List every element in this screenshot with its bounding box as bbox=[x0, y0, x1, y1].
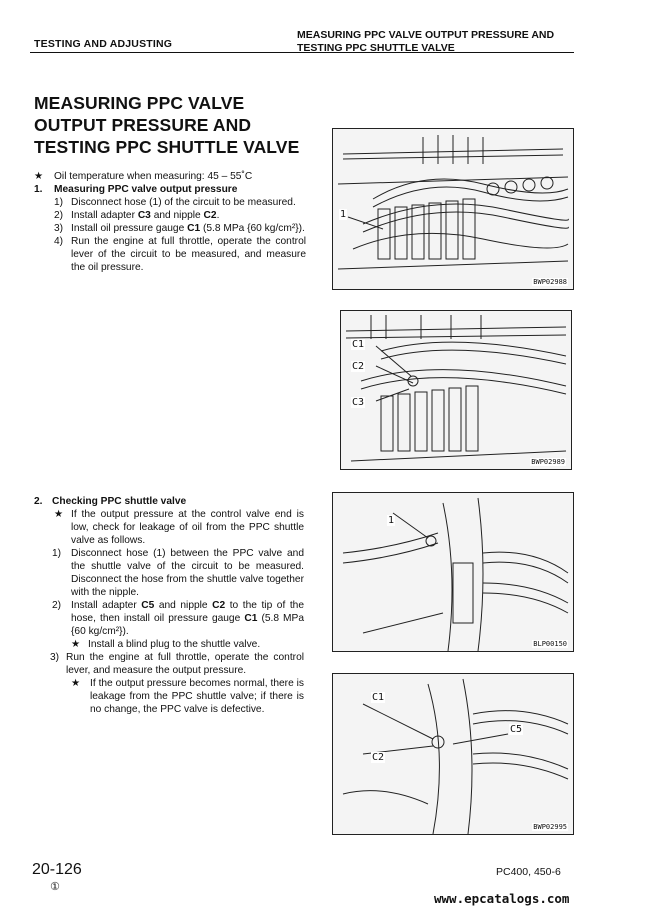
figure-1-id: BWP02988 bbox=[533, 278, 567, 286]
figure-4-callout-c1: C1 bbox=[372, 692, 385, 703]
figure-gauge-connection bbox=[340, 310, 572, 470]
star-marker: ★ bbox=[71, 639, 81, 650]
figure-ppc-valve-hose bbox=[332, 128, 574, 290]
temperature-note: ★ Oil temperature when measuring: 45 – 55˚C bbox=[34, 171, 253, 182]
figure-1-callout: 1 bbox=[340, 209, 347, 220]
step-2-2: 2) Install adapter C5 and nipple C2 to the tip of the hose, then install oil pressure gauge C1 (5.8 MPa {60 kg/cm²}). bbox=[52, 600, 305, 637]
model-number: PC400, 450-6 bbox=[496, 866, 561, 878]
header-rule bbox=[30, 52, 574, 53]
figure-3-drawing bbox=[333, 493, 573, 651]
step-2-3: 3) Run the engine at full throttle, operate the control lever, and measure the output pressure. bbox=[50, 652, 304, 676]
section-2-heading: 2. Checking PPC shuttle valve bbox=[34, 496, 187, 507]
figure-4-callout-c2: C2 bbox=[372, 752, 385, 763]
title-line2: OUTPUT PRESSURE AND bbox=[34, 115, 252, 135]
figure-2-id: BWP02989 bbox=[531, 458, 565, 466]
star-marker: ★ bbox=[34, 171, 44, 182]
step-1-1: 1) Disconnect hose (1) of the circuit to be measured. bbox=[54, 197, 296, 208]
title-line1: MEASURING PPC VALVE bbox=[34, 93, 245, 113]
star-marker: ★ bbox=[71, 678, 81, 689]
figure-3-id: BLP00150 bbox=[533, 640, 567, 648]
step-2-1: 1) Disconnect hose (1) between the PPC valve and the shuttle valve of the circuit to be measured. Disconnect the hose from the shuttle valve together with the nipple. bbox=[52, 548, 304, 598]
running-header-left: TESTING AND ADJUSTING bbox=[34, 38, 173, 50]
figure-shuttle-gauge-connection bbox=[332, 673, 574, 835]
running-header-line1: MEASURING PPC VALVE OUTPUT PRESSURE AND bbox=[297, 29, 555, 41]
page-number: 20-126 bbox=[32, 861, 82, 878]
figure-shuttle-valve-hose bbox=[332, 492, 574, 652]
step-1-2: 2) Install adapter C3 and nipple C2. bbox=[54, 210, 220, 221]
figure-2-callout-c3: C3 bbox=[352, 397, 365, 408]
figure-2-drawing bbox=[341, 311, 571, 469]
page-title bbox=[34, 92, 299, 158]
step-1-4: 4) Run the engine at full throttle, operate the control lever of the circuit to be measured, and measure the oil pressure. bbox=[54, 236, 306, 273]
running-header-line2: TESTING PPC SHUTTLE VALVE bbox=[297, 42, 455, 54]
figure-4-drawing bbox=[333, 674, 573, 834]
title-line3: TESTING PPC SHUTTLE VALVE bbox=[34, 137, 300, 157]
figure-4-callout-c5: C5 bbox=[510, 724, 523, 735]
figure-3-callout: 1 bbox=[388, 515, 395, 526]
star-marker: ★ bbox=[54, 509, 64, 520]
section-2-intro: ★ If the output pressure at the control valve end is low, check for leakage of oil from the PPC shuttle valve as follows. bbox=[54, 509, 304, 546]
figure-2-callout-c1: C1 bbox=[352, 339, 365, 350]
figure-4-id: BWP02995 bbox=[533, 823, 567, 831]
step-2-3-note: ★ If the output pressure becomes normal, there is leakage from the PPC shuttle valve; if there is no change, the PPC valve is defective. bbox=[71, 678, 304, 715]
step-1-3: 3) Install oil pressure gauge C1 (5.8 MPa {60 kg/cm²}). bbox=[54, 223, 305, 234]
watermark-url: www.epcatalogs.com bbox=[434, 891, 570, 906]
section-2 bbox=[34, 495, 304, 716]
revision-mark: ① bbox=[50, 881, 60, 893]
section-1-heading: 1. Measuring PPC valve output pressure bbox=[34, 184, 238, 195]
section-1 bbox=[34, 170, 306, 274]
figure-2-callout-c2: C2 bbox=[352, 361, 365, 372]
step-2-2-note: ★ Install a blind plug to the shuttle valve. bbox=[71, 639, 261, 650]
figure-1-drawing bbox=[333, 129, 573, 289]
